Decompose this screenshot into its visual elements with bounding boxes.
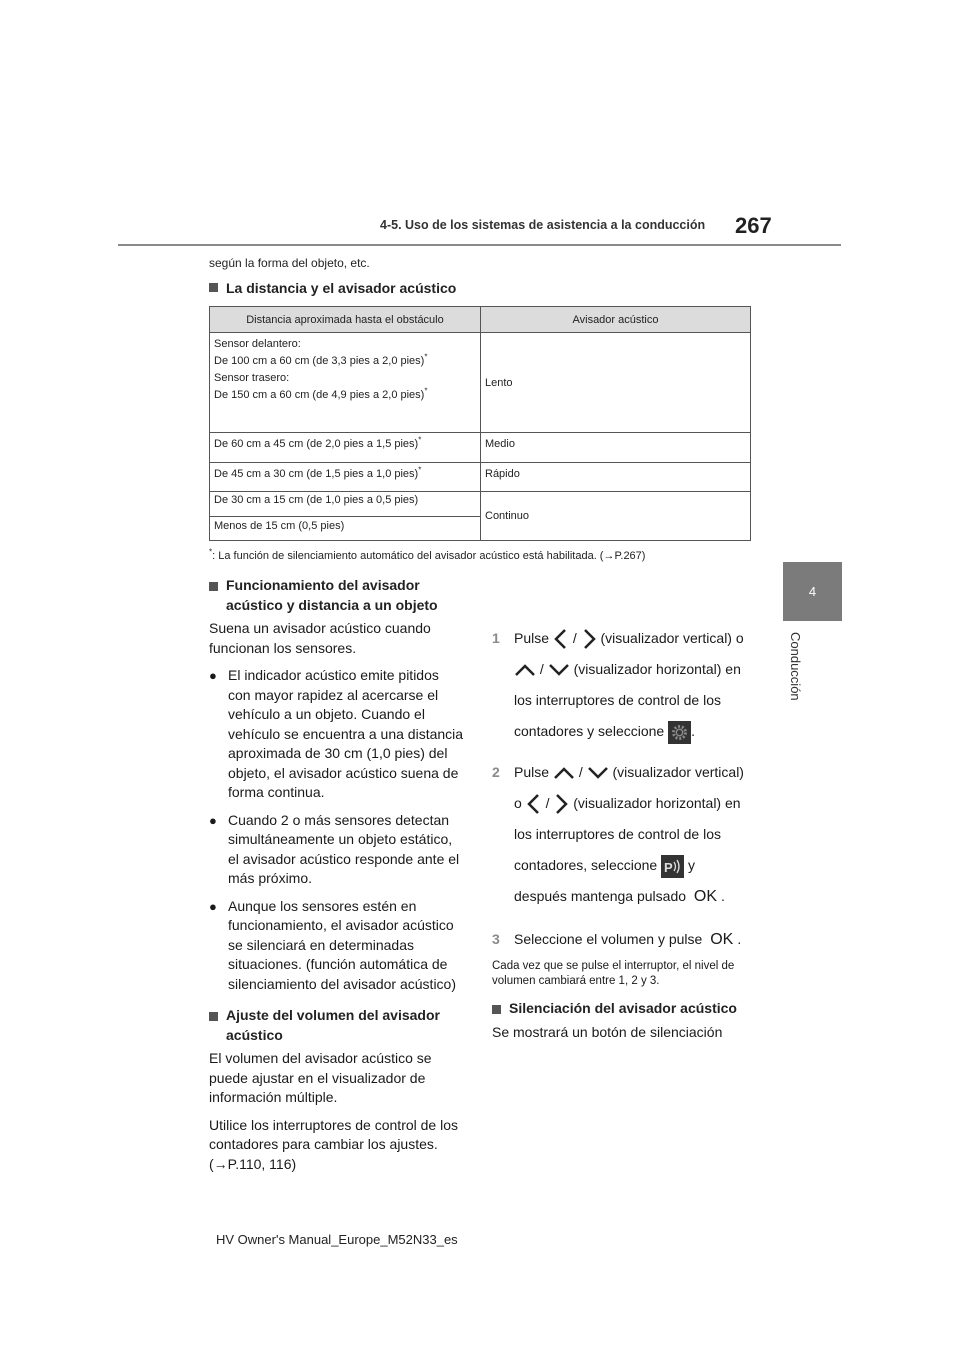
footer-text: HV Owner's Manual_Europe_M52N33_es [216, 1232, 458, 1247]
table-header-row [210, 307, 751, 333]
distance-table [209, 306, 751, 541]
svg-text:P: P [664, 859, 673, 875]
chevron-left-icon [526, 793, 542, 815]
square-bullet-icon [209, 582, 218, 591]
table-cell: De 30 cm a 15 cm (de 1,0 pies a 0,5 pies) [210, 492, 481, 517]
paragraph: Se mostrará un botón de silenciación [492, 1023, 723, 1040]
chevron-up-icon [553, 766, 575, 780]
section-heading: Silenciación del avisador acústico [492, 999, 752, 1019]
table-cell: Lento [481, 333, 751, 433]
paragraph: Utilice los interruptores de control de los contadores para cambiar los ajustes. (→P.110, 116) [209, 1116, 459, 1172]
table-cell: Medio [481, 433, 751, 463]
left-column [209, 576, 465, 1182]
note-text: Cada vez que se pulse el interruptor, el nivel de volumen cambiará entre 1, 2 y 3. [492, 960, 735, 987]
table-row [210, 333, 751, 433]
bullet-icon: ● [209, 812, 217, 828]
paragraph: Suena un avisador acústico cuando funcionan los sensores. [209, 620, 431, 656]
step-3: 3 Seleccione el volumen y pulse OK . [492, 931, 742, 948]
chevron-down-icon [548, 663, 570, 677]
table-row [210, 492, 751, 517]
section-heading: Funcionamiento del avisador acústico y distancia a un objeto [209, 576, 465, 615]
list-item: ● El indicador acústico emite pitidos con mayor rapidez al acercarse el vehículo a un objeto. Cuando el vehículo se encuentra a una distancia aproximada de 30 cm (1,0 pies) del objeto, el avisador acústico suena de forma continua. [209, 666, 465, 803]
table-footnote: *: La función de silenciamiento automático del avisador acústico está habilitada. (→P.267) [209, 547, 646, 562]
chevron-right-icon [553, 793, 569, 815]
section-heading: Ajuste del volumen del avisador acústico [209, 1006, 465, 1045]
bullet-icon: ● [209, 668, 217, 683]
right-column [492, 579, 752, 1050]
list-item: ● Cuando 2 o más sensores detectan simultáneamente un objeto estático, el avisador acústico responde ante el más próximo. [209, 811, 465, 889]
chevron-right-icon [581, 628, 597, 650]
chevron-left-icon [553, 628, 569, 650]
table-header: Distancia aproximada hasta el obstáculo [210, 307, 481, 333]
table-cell: Continuo [481, 492, 751, 541]
paragraph: El volumen del avisador acústico se puede ajustar en el visualizador de información múltiple. [209, 1050, 432, 1105]
header-divider [118, 244, 841, 246]
table-cell: Sensor delantero: De 100 cm a 60 cm (de 3,3 pies a 2,0 pies)* Sensor trasero: De 150 cm a 60 cm (de 4,9 pies a 2,0 pies)* [210, 333, 481, 433]
page-number: 267 [735, 213, 772, 238]
continued-text-spacer [492, 579, 752, 623]
chapter-tab: 4 [783, 562, 842, 621]
chapter-tab-label: Conducción [788, 632, 803, 701]
table-cell: Rápido [481, 463, 751, 492]
square-bullet-icon [209, 283, 218, 292]
square-bullet-icon [209, 1012, 218, 1021]
square-bullet-icon [492, 1005, 501, 1014]
step-1: 1 Pulse / (visualizador vertical) o / (visualizador horizontal) en los interruptores de control de los contadores y seleccione . [492, 623, 752, 747]
ok-icon: OK [693, 888, 718, 905]
chevron-up-icon [514, 663, 536, 677]
parking-sensor-icon [661, 855, 684, 878]
table-header: Avisador acústico [481, 307, 751, 333]
section-heading: La distancia y el avisador acústico [209, 280, 456, 296]
intro-text: según la forma del objeto, etc. [209, 256, 370, 270]
table-cell: De 60 cm a 45 cm (de 2,0 pies a 1,5 pies)* [210, 433, 481, 463]
table-row [210, 433, 751, 463]
table-cell: De 45 cm a 30 cm (de 1,5 pies a 1,0 pies)* [210, 463, 481, 492]
list-item: ● Aunque los sensores estén en funcionamiento, el avisador acústico se silenciará en determinadas situaciones. (función automática de silenciamiento del avisador acústico) [209, 897, 465, 995]
gear-icon [668, 721, 691, 744]
bullet-icon: ● [209, 898, 217, 914]
table-row [210, 463, 751, 492]
chevron-down-icon [587, 766, 609, 780]
table-cell: Menos de 15 cm (0,5 pies) [210, 517, 481, 541]
section-title: 4-5. Uso de los sistemas de asistencia a la conducción [380, 218, 706, 232]
ok-icon: OK [710, 931, 734, 948]
step-2: 2 Pulse / (visualizador vertical) o / (visualizador horizontal) en los interruptores de control de los contadores, seleccione P y después mantenga pulsado OK . [492, 764, 744, 905]
